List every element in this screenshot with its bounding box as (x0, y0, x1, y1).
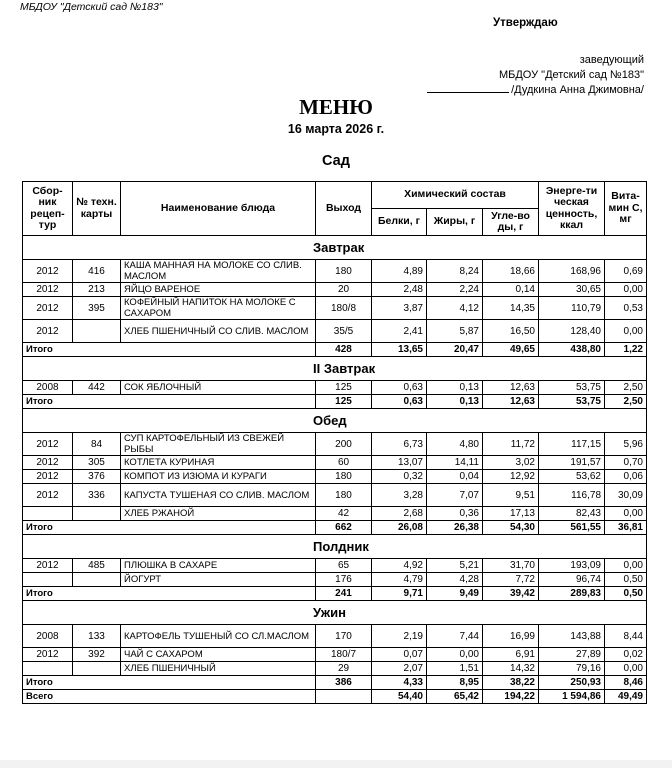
dish-name-cell: КОФЕЙНЫЙ НАПИТОК НА МОЛОКЕ С САХАРОМ (121, 297, 316, 320)
dish-row (23, 625, 647, 648)
vitc-cell: 0,06 (605, 470, 647, 484)
section-row (23, 236, 647, 260)
output-cell: 176 (316, 573, 372, 587)
subtotal-row (23, 676, 647, 690)
vitc-cell: 0,69 (605, 260, 647, 283)
vitc-cell: 0,70 (605, 456, 647, 470)
carbs-cell: 3,02 (483, 456, 539, 470)
vitc-cell: 5,96 (605, 433, 647, 456)
col-header-fat: Жиры, г (427, 209, 483, 236)
subtotal-carbs: 54,30 (483, 521, 539, 535)
dish-row (23, 470, 647, 484)
output-cell: 180/7 (316, 648, 372, 662)
vitc-cell: 0,00 (605, 662, 647, 676)
energy-cell: 191,57 (539, 456, 605, 470)
vitc-cell: 8,44 (605, 625, 647, 648)
dish-name-cell: КАРТОФЕЛЬ ТУШЕНЫЙ СО СЛ.МАСЛОМ (121, 625, 316, 648)
subtotal-output: 125 (316, 395, 372, 409)
col-header-output: Выход (316, 182, 372, 236)
fat-cell: 5,21 (427, 559, 483, 573)
dish-name-cell: КАША МАННАЯ НА МОЛОКЕ СО СЛИВ. МАСЛОМ (121, 260, 316, 283)
dish-row (23, 648, 647, 662)
protein-cell: 2,19 (372, 625, 427, 648)
protein-cell: 0,32 (372, 470, 427, 484)
protein-cell: 4,89 (372, 260, 427, 283)
protein-cell: 4,79 (372, 573, 427, 587)
tech-card-cell: 442 (73, 381, 121, 395)
fat-cell: 7,07 (427, 484, 483, 507)
subtotal-fat: 26,38 (427, 521, 483, 535)
vitc-cell: 0,00 (605, 283, 647, 297)
vitc-cell: 2,50 (605, 381, 647, 395)
dish-row (23, 433, 647, 456)
output-cell: 180/8 (316, 297, 372, 320)
collection-cell: 2012 (23, 648, 73, 662)
dish-name-cell: ЙОГУРТ (121, 573, 316, 587)
col-header-tech-card: № техн. карты (73, 182, 121, 236)
collection-cell: 2012 (23, 297, 73, 320)
subtotal-vitc: 2,50 (605, 395, 647, 409)
collection-cell: 2012 (23, 283, 73, 297)
output-cell: 20 (316, 283, 372, 297)
section-row (23, 357, 647, 381)
dish-name-cell: ХЛЕБ РЖАНОЙ (121, 507, 316, 521)
energy-cell: 116,78 (539, 484, 605, 507)
energy-cell: 143,88 (539, 625, 605, 648)
tech-card-cell: 336 (73, 484, 121, 507)
subtotal-energy: 289,83 (539, 587, 605, 601)
col-header-energy: Энерге-ти ческая ценность, ккал (539, 182, 605, 236)
subtotal-vitc: 36,81 (605, 521, 647, 535)
fat-cell: 0,00 (427, 648, 483, 662)
section-row (23, 535, 647, 559)
protein-cell: 2,48 (372, 283, 427, 297)
vitc-cell: 0,53 (605, 297, 647, 320)
approver-org: МБДОУ "Детский сад №183" (498, 68, 644, 81)
group-name: Сад (322, 153, 350, 169)
menu-date: 16 марта 2026 г. (287, 122, 385, 136)
tech-card-cell (73, 662, 121, 676)
col-header-vitc: Вита-мин С, мг (605, 182, 647, 236)
dish-row (23, 573, 647, 587)
grand-total-protein: 54,40 (372, 690, 427, 704)
collection-cell: 2008 (23, 381, 73, 395)
approver-block (427, 53, 644, 98)
carbs-cell: 31,70 (483, 559, 539, 573)
carbs-cell: 11,72 (483, 433, 539, 456)
subtotal-label: Итого (23, 395, 316, 409)
vitc-cell: 0,00 (605, 507, 647, 521)
tech-card-cell: 305 (73, 456, 121, 470)
output-cell: 180 (316, 484, 372, 507)
section-title: Обед (23, 409, 647, 433)
fat-cell: 0,13 (427, 381, 483, 395)
subtotal-vitc: 0,50 (605, 587, 647, 601)
page-bottom-edge (0, 760, 672, 768)
dish-name-cell: КАПУСТА ТУШЕНАЯ СО СЛИВ. МАСЛОМ (121, 484, 316, 507)
fat-cell: 4,12 (427, 297, 483, 320)
protein-cell: 2,41 (372, 320, 427, 343)
subtotal-vitc: 8,46 (605, 676, 647, 690)
subtotal-protein: 4,33 (372, 676, 427, 690)
dish-row (23, 381, 647, 395)
energy-cell: 96,74 (539, 573, 605, 587)
vitc-cell: 0,50 (605, 573, 647, 587)
collection-cell: 2012 (23, 470, 73, 484)
collection-cell (23, 507, 73, 521)
tech-card-cell (73, 573, 121, 587)
col-header-collection: Сбор-ник рецеп-тур (23, 182, 73, 236)
energy-cell: 193,09 (539, 559, 605, 573)
dish-name-cell: КОМПОТ ИЗ ИЗЮМА И КУРАГИ (121, 470, 316, 484)
dish-row (23, 456, 647, 470)
dish-name-cell: КОТЛЕТА КУРИНАЯ (121, 456, 316, 470)
subtotal-label: Итого (23, 521, 316, 535)
col-header-dish: Наименование блюда (121, 182, 316, 236)
carbs-cell: 12,92 (483, 470, 539, 484)
collection-cell: 2012 (23, 559, 73, 573)
subtotal-fat: 9,49 (427, 587, 483, 601)
energy-cell: 79,16 (539, 662, 605, 676)
output-cell: 180 (316, 260, 372, 283)
collection-cell: 2008 (23, 625, 73, 648)
subtotal-row (23, 395, 647, 409)
subtotal-carbs: 49,65 (483, 343, 539, 357)
org-name-top: МБДОУ "Детский сад №183" (20, 1, 163, 13)
subtotal-row (23, 343, 647, 357)
grand-total-energy: 1 594,86 (539, 690, 605, 704)
col-header-protein: Белки, г (372, 209, 427, 236)
tech-card-cell: 133 (73, 625, 121, 648)
approve-label: Утверждаю (493, 17, 558, 29)
subtotal-output: 241 (316, 587, 372, 601)
signature-line (427, 82, 509, 93)
energy-cell: 53,75 (539, 381, 605, 395)
subtotal-protein: 13,65 (372, 343, 427, 357)
subtotal-row (23, 587, 647, 601)
dish-row (23, 260, 647, 283)
collection-cell (23, 573, 73, 587)
tech-card-cell: 395 (73, 297, 121, 320)
collection-cell: 2012 (23, 433, 73, 456)
section-row (23, 601, 647, 625)
carbs-cell: 18,66 (483, 260, 539, 283)
subtotal-protein: 0,63 (372, 395, 427, 409)
dish-row (23, 320, 647, 343)
subtotal-carbs: 38,22 (483, 676, 539, 690)
dish-name-cell: ХЛЕБ ПШЕНИЧНЫЙ СО СЛИВ. МАСЛОМ (121, 320, 316, 343)
section-title: Завтрак (23, 236, 647, 260)
fat-cell: 8,24 (427, 260, 483, 283)
energy-cell: 128,40 (539, 320, 605, 343)
collection-cell: 2012 (23, 260, 73, 283)
tech-card-cell: 84 (73, 433, 121, 456)
fat-cell: 4,80 (427, 433, 483, 456)
fat-cell: 2,24 (427, 283, 483, 297)
carbs-cell: 12,63 (483, 381, 539, 395)
output-cell: 200 (316, 433, 372, 456)
grand-total-carbs: 194,22 (483, 690, 539, 704)
output-cell: 125 (316, 381, 372, 395)
col-header-carbs: Угле-во ды, г (483, 209, 539, 236)
carbs-cell: 7,72 (483, 573, 539, 587)
collection-cell: 2012 (23, 320, 73, 343)
subtotal-output: 386 (316, 676, 372, 690)
section-title: Ужин (23, 601, 647, 625)
energy-cell: 30,65 (539, 283, 605, 297)
subtotal-label: Итого (23, 676, 316, 690)
tech-card-cell: 485 (73, 559, 121, 573)
tech-card-cell: 213 (73, 283, 121, 297)
section-title: Полдник (23, 535, 647, 559)
approver-position: заведующий (579, 54, 644, 66)
dish-name-cell: ХЛЕБ ПШЕНИЧНЫЙ (121, 662, 316, 676)
fat-cell: 7,44 (427, 625, 483, 648)
carbs-cell: 6,91 (483, 648, 539, 662)
dish-name-cell: ЯЙЦО ВАРЕНОЕ (121, 283, 316, 297)
dish-name-cell: СУП КАРТОФЕЛЬНЫЙ ИЗ СВЕЖЕЙ РЫБЫ (121, 433, 316, 456)
carbs-cell: 14,32 (483, 662, 539, 676)
tech-card-cell (73, 507, 121, 521)
subtotal-carbs: 39,42 (483, 587, 539, 601)
protein-cell: 13,07 (372, 456, 427, 470)
protein-cell: 2,68 (372, 507, 427, 521)
tech-card-cell: 392 (73, 648, 121, 662)
energy-cell: 82,43 (539, 507, 605, 521)
collection-cell (23, 662, 73, 676)
carbs-cell: 16,99 (483, 625, 539, 648)
grand-total-fat: 65,42 (427, 690, 483, 704)
vitc-cell: 0,00 (605, 320, 647, 343)
page-title: МЕНЮ (299, 95, 373, 119)
subtotal-label: Итого (23, 343, 316, 357)
grand-total-vitc: 49,49 (605, 690, 647, 704)
output-cell: 60 (316, 456, 372, 470)
subtotal-energy: 250,93 (539, 676, 605, 690)
vitc-cell: 0,00 (605, 559, 647, 573)
collection-cell: 2012 (23, 456, 73, 470)
grand-total-output (316, 690, 372, 704)
output-cell: 29 (316, 662, 372, 676)
grand-total-label: Всего (23, 690, 316, 704)
subtotal-fat: 0,13 (427, 395, 483, 409)
dish-name-cell: ЧАЙ С САХАРОМ (121, 648, 316, 662)
fat-cell: 4,28 (427, 573, 483, 587)
subtotal-energy: 438,80 (539, 343, 605, 357)
protein-cell: 2,07 (372, 662, 427, 676)
dish-name-cell: СОК ЯБЛОЧНЫЙ (121, 381, 316, 395)
col-header-chem: Химический состав (372, 182, 539, 209)
tech-card-cell (73, 320, 121, 343)
section-title: II Завтрак (23, 357, 647, 381)
energy-cell: 27,89 (539, 648, 605, 662)
section-row (23, 409, 647, 433)
energy-cell: 110,79 (539, 297, 605, 320)
vitc-cell: 30,09 (605, 484, 647, 507)
vitc-cell: 0,02 (605, 648, 647, 662)
fat-cell: 5,87 (427, 320, 483, 343)
subtotal-row (23, 521, 647, 535)
tech-card-cell: 416 (73, 260, 121, 283)
carbs-cell: 9,51 (483, 484, 539, 507)
carbs-cell: 17,13 (483, 507, 539, 521)
protein-cell: 3,28 (372, 484, 427, 507)
grand-total-row (23, 690, 647, 704)
protein-cell: 0,07 (372, 648, 427, 662)
tech-card-cell: 376 (73, 470, 121, 484)
menu-table (22, 181, 647, 704)
subtotal-output: 662 (316, 521, 372, 535)
dish-name-cell: ПЛЮШКА В САХАРЕ (121, 559, 316, 573)
fat-cell: 0,36 (427, 507, 483, 521)
output-cell: 35/5 (316, 320, 372, 343)
output-cell: 42 (316, 507, 372, 521)
protein-cell: 3,87 (372, 297, 427, 320)
output-cell: 170 (316, 625, 372, 648)
dish-row (23, 662, 647, 676)
protein-cell: 6,73 (372, 433, 427, 456)
subtotal-fat: 20,47 (427, 343, 483, 357)
dish-row (23, 283, 647, 297)
protein-cell: 0,63 (372, 381, 427, 395)
output-cell: 180 (316, 470, 372, 484)
fat-cell: 14,11 (427, 456, 483, 470)
fat-cell: 0,04 (427, 470, 483, 484)
subtotal-protein: 26,08 (372, 521, 427, 535)
subtotal-fat: 8,95 (427, 676, 483, 690)
subtotal-vitc: 1,22 (605, 343, 647, 357)
carbs-cell: 16,50 (483, 320, 539, 343)
subtotal-label: Итого (23, 587, 316, 601)
carbs-cell: 0,14 (483, 283, 539, 297)
dish-row (23, 297, 647, 320)
fat-cell: 1,51 (427, 662, 483, 676)
energy-cell: 168,96 (539, 260, 605, 283)
dish-row (23, 507, 647, 521)
subtotal-output: 428 (316, 343, 372, 357)
subtotal-energy: 561,55 (539, 521, 605, 535)
subtotal-protein: 9,71 (372, 587, 427, 601)
output-cell: 65 (316, 559, 372, 573)
menu-body (23, 236, 647, 704)
dish-row (23, 484, 647, 507)
subtotal-energy: 53,75 (539, 395, 605, 409)
approver-name: /Дудкина Анна Джимовна/ (511, 84, 644, 96)
subtotal-carbs: 12,63 (483, 395, 539, 409)
carbs-cell: 14,35 (483, 297, 539, 320)
energy-cell: 117,15 (539, 433, 605, 456)
protein-cell: 4,92 (372, 559, 427, 573)
energy-cell: 53,62 (539, 470, 605, 484)
dish-row (23, 559, 647, 573)
collection-cell: 2012 (23, 484, 73, 507)
